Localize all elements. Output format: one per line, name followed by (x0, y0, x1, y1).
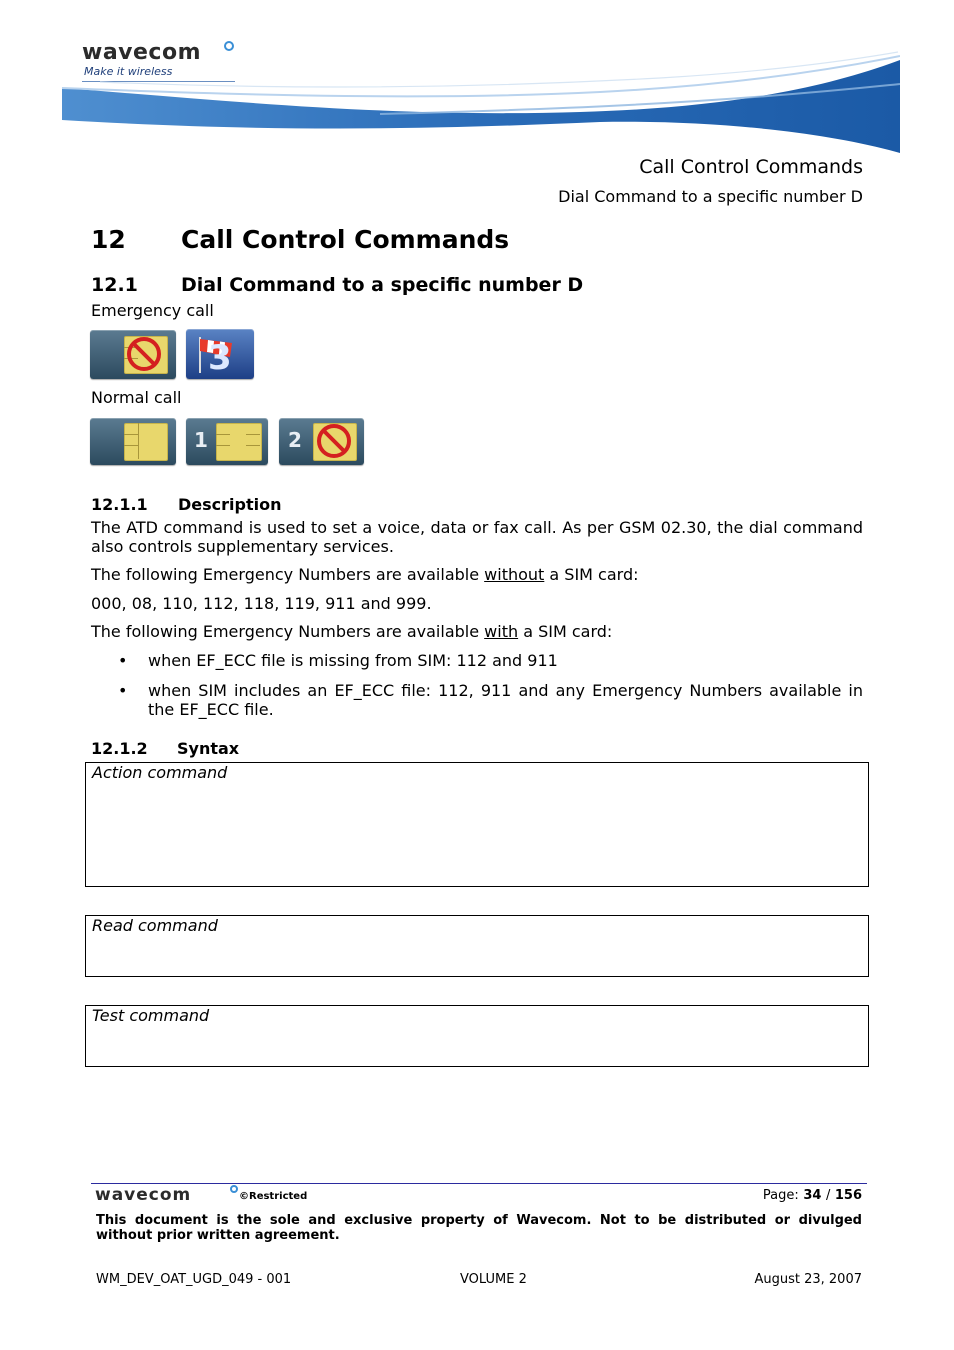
action-command-label: Action command (92, 763, 228, 782)
page-label: Page: (762, 1188, 799, 1203)
sim-2-digit: 2 (288, 428, 302, 452)
sim-1-digit: 1 (194, 428, 208, 452)
chapter-number: 12 (91, 225, 126, 254)
bullet-item: when SIM includes an EF_ECC file: 112, 911 and any Emergency Numbers available in the EF_ECC file. (148, 681, 863, 719)
footer-logo-wordmark: wavecom (95, 1185, 192, 1205)
sim-contact (124, 434, 138, 435)
logo-wordmark: wavecom (82, 40, 202, 65)
section-heading (91, 274, 584, 296)
sim-contact (124, 445, 138, 446)
header-section-title: Dial Command to a specific number D (558, 187, 863, 206)
action-command-box (85, 762, 869, 887)
forbidden-icon (316, 423, 352, 459)
sim-contact (216, 434, 230, 435)
normal-call-label: Normal call (91, 388, 182, 407)
footer-logo-swirl-icon (230, 1185, 238, 1193)
page-current: 34 (803, 1188, 822, 1203)
description-paragraph-1: The ATD command is used to set a voice, data or fax call. As per GSM 02.30, the dial command also controls supplementary services. (91, 518, 863, 556)
logo-tagline: Make it wireless (84, 65, 173, 78)
footer-logo (95, 1185, 315, 1207)
chapter-heading (91, 225, 510, 254)
sim-contact (246, 434, 260, 435)
syntax-number: 12.1.2 (91, 739, 148, 758)
page-separator: / (825, 1188, 831, 1203)
description-paragraph-3: 000, 08, 110, 112, 118, 119, 911 and 999. (91, 594, 432, 613)
forbidden-icon (126, 336, 162, 372)
read-command-box (85, 915, 869, 977)
header-wave-banner (60, 50, 900, 155)
read-command-label: Read command (92, 916, 218, 935)
header-chapter-title: Call Control Commands (639, 156, 863, 178)
syntax-title: Syntax (177, 739, 240, 758)
description-title: Description (178, 495, 282, 514)
underlined-text: with (484, 622, 519, 641)
sim-card (124, 423, 168, 461)
section-number: 12.1 (91, 274, 138, 296)
section-title: Dial Command to a specific number D (181, 274, 584, 296)
footer-notice: This document is the sole and exclusive property of Wavecom. Not to be distributed or divulged without prior written agreement. (96, 1213, 862, 1243)
windsock-3-icon (186, 329, 254, 379)
description-paragraph-2 (91, 565, 639, 584)
syntax-heading (91, 739, 240, 758)
description-heading (91, 495, 282, 514)
bullet-marker: • (118, 651, 128, 670)
description-number: 12.1.1 (91, 495, 148, 514)
text-span: a SIM card: (544, 565, 639, 584)
sim-1-icon (186, 418, 268, 465)
sim-forbidden-icon (90, 330, 176, 379)
test-command-box (85, 1005, 869, 1067)
windsock-digit: 3 (208, 338, 232, 378)
footer-doc-ref: WM_DEV_OAT_UGD_049 - 001 (96, 1272, 292, 1287)
test-command-label: Test command (92, 1006, 210, 1025)
sim-contact (246, 445, 260, 446)
bullet-item: when EF_ECC file is missing from SIM: 112 and 911 (148, 651, 558, 670)
footer-date: August 23, 2007 (754, 1272, 862, 1287)
footer-rule (91, 1183, 867, 1184)
emergency-call-label: Emergency call (91, 301, 214, 320)
footer-restricted: ©Restricted (239, 1191, 308, 1202)
footer-page-indicator (763, 1188, 862, 1203)
bullet-marker: • (118, 681, 128, 700)
sim-icon (90, 418, 176, 465)
chapter-title: Call Control Commands (181, 225, 510, 254)
page-total: 156 (834, 1188, 862, 1203)
text-span: The following Emergency Numbers are available (91, 622, 485, 641)
description-paragraph-4 (91, 622, 612, 641)
text-span: The following Emergency Numbers are available (91, 565, 485, 584)
sim-2-forbidden-icon (279, 418, 364, 465)
text-span: a SIM card: (518, 622, 613, 641)
footer-volume: VOLUME 2 (460, 1272, 527, 1287)
underlined-text: without (484, 565, 545, 584)
sim-card (216, 423, 262, 461)
sim-contact (216, 445, 230, 446)
sim-contact (138, 423, 139, 459)
